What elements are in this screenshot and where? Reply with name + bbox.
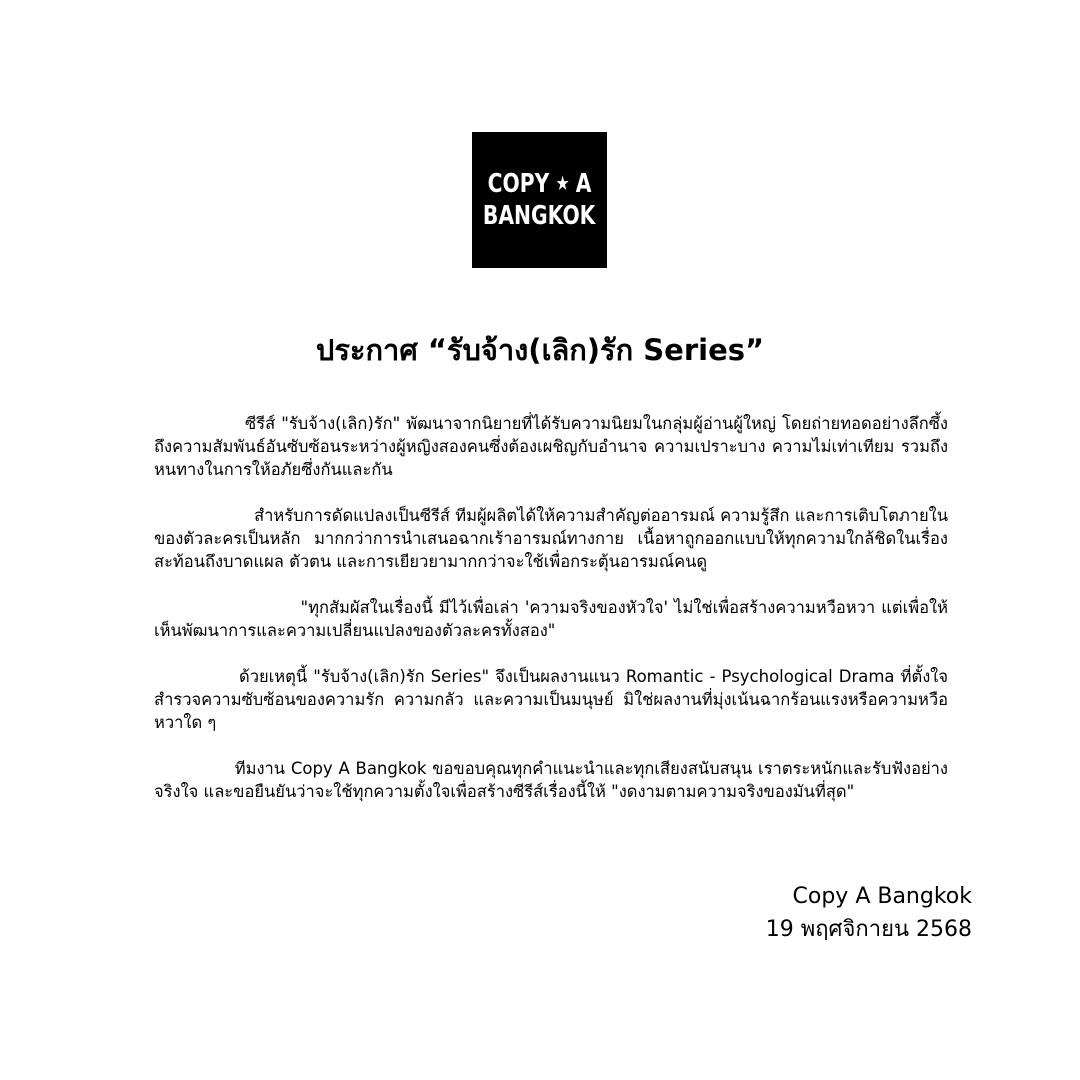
logo-word-a: A <box>575 169 592 199</box>
signature-date: 19 พฤศจิกายน 2568 <box>765 917 972 942</box>
logo-word-copy: COPY <box>487 169 550 199</box>
paragraph-quote: "ทุกสัมผัสในเรื่องนี้ มีไว้เพื่อเล่า 'ความจริงของหัวใจ' ไม่ใช่เพื่อสร้างความหวือหวา แต่เพื่อให้เห็นพัฒนาการและความเปลี่ยนแปลงของตัวละครทั้งสอง" <box>154 598 948 640</box>
paragraph-intro: ซีรีส์ "รับจ้าง(เลิก)รัก" พัฒนาจากนิยายที่ได้รับความนิยมในกลุ่มผู้อ่านผู้ใหญ่ โดยถ่ายทอดอย่างลึกซึ้งถึงความสัมพันธ์อันซับซ้อนระหว่างผู้หญิงสองคนซึ่งต้องเผชิญกับอำนาจ ความเปราะบาง ความไม่เท่าเทียม รวมถึงหนทางในการให้อภัยซึ่งกันและกัน <box>154 414 948 479</box>
signature-block <box>766 880 972 946</box>
paragraph-adaptation: สำหรับการดัดแปลงเป็นซีรีส์ ทีมผู้ผลิตได้ให้ความสำคัญต่ออารมณ์ ความรู้สึก และการเติบโตภายในของตัวละครเป็นหลัก มากกว่าการนำเสนอฉากเร้าอารมณ์ทางกาย เนื้อหาถูกออกแบบให้ทุกความใกล้ชิดในเรื่องสะท้อนถึงบาดแผล ตัวตน และการเยียวยามากกว่าจะใช้เพื่อกระตุ้นอารมณ์คนดู <box>154 506 948 571</box>
logo-word-bangkok: BANGKOK <box>483 201 596 231</box>
copy-a-bangkok-logo <box>472 132 607 268</box>
signature-name: Copy A Bangkok <box>792 884 972 909</box>
announcement-body <box>154 412 948 826</box>
paragraph-genre: ด้วยเหตุนี้ "รับจ้าง(เลิก)รัก Series" จึงเป็นผลงานแนว Romantic - Psychological Drama ที่ตั้งใจสำรวจความซับซ้อนของความรัก ความกลัว และความเป็นมนุษย์ มิใช่ผลงานที่มุ่งเน้นฉากร้อนแรงหรือความหวือหวาใด ๆ <box>154 667 948 732</box>
logo-line-top <box>488 171 592 197</box>
star-icon: ★ <box>555 171 570 195</box>
announcement-title: ประกาศ “รับจ้าง(เลิก)รัก Series” <box>315 333 765 367</box>
logo-line-bottom <box>483 203 596 229</box>
paragraph-thanks: ทีมงาน Copy A Bangkok ขอขอบคุณทุกคำแนะนำและทุกเสียงสนับสนุน เราตระหนักและรับฟังอย่างจริงใจ และขอยืนยันว่าจะใช้ทุกความตั้งใจเพื่อสร้างซีรีส์เรื่องนี้ให้ "งดงามตามความจริงของมันที่สุด" <box>154 759 948 801</box>
